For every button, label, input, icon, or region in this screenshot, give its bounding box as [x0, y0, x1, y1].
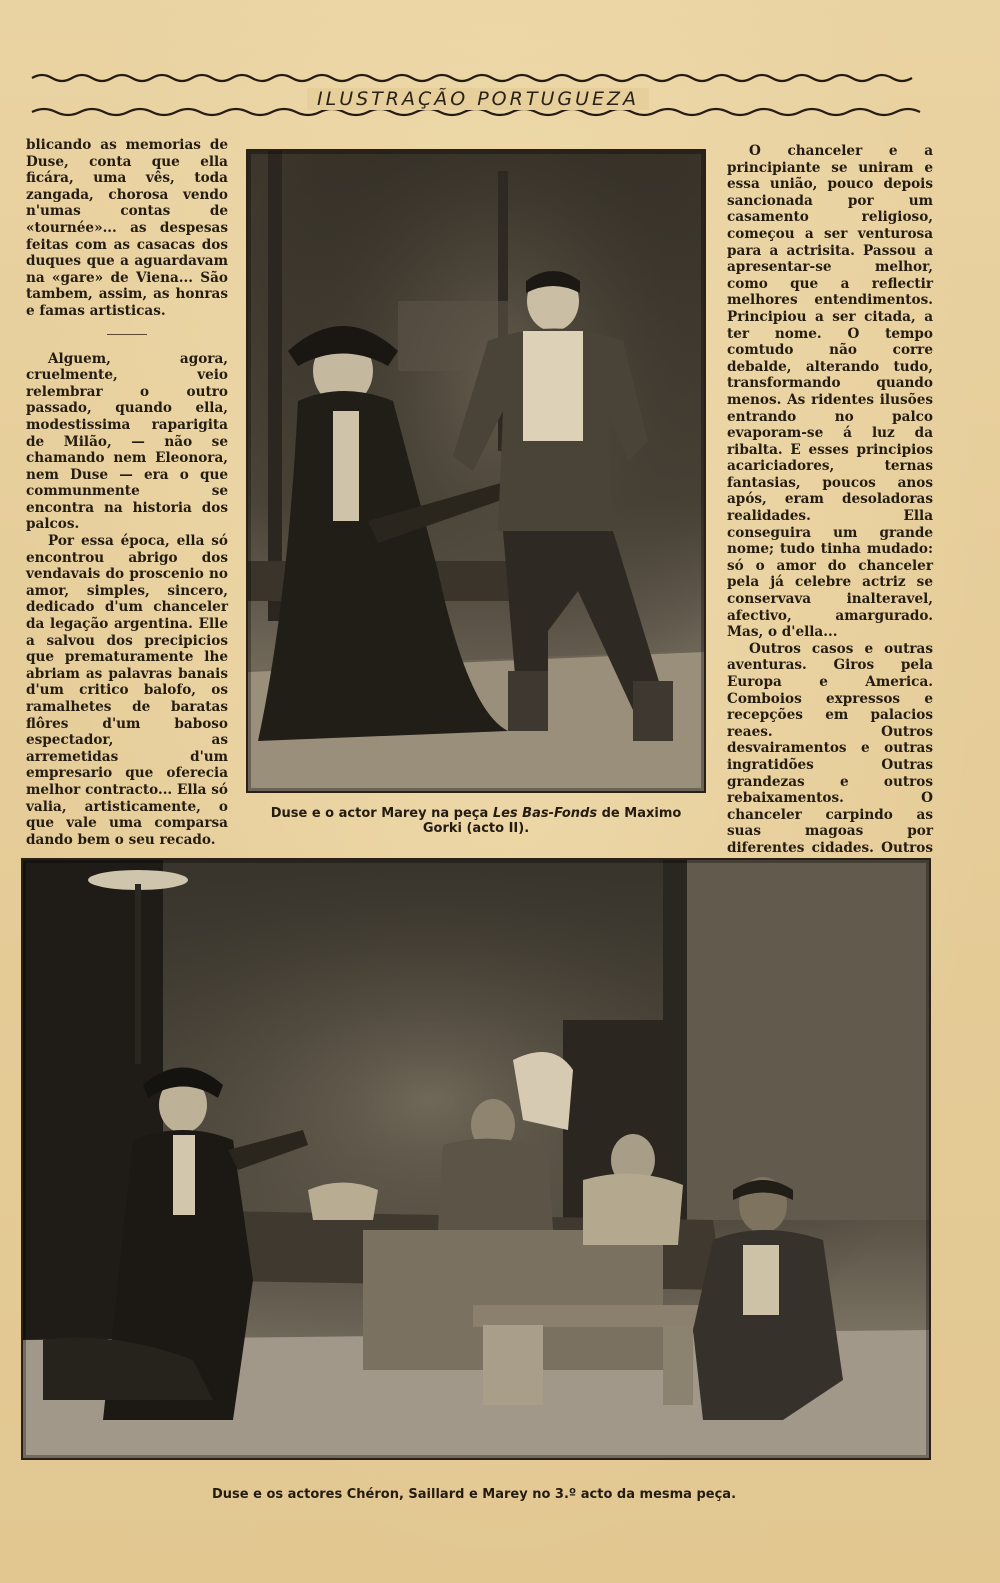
paragraph: Outros casos e outras aventuras. Giros pela Europa e America. Comboios expressos e recepções em palacios reaes. Outros desvairamentos e outras ingratidões Outras grandezas e outros rebaixamentos. O chanceler carpindo as suas magoas por diferentes cidades. Outros	[727, 640, 933, 856]
divider	[107, 334, 147, 335]
photo-duse-and-marey	[246, 149, 706, 793]
right-text-column	[727, 143, 933, 873]
caption-play-title: Les Bas-Fonds	[492, 806, 598, 821]
photo-act-three-scene	[21, 858, 931, 1460]
caption-top-photo	[250, 806, 702, 836]
paragraph: Por essa época, ella só encontrou abrigo dos vendavais do proscenio no amor, simples, sincero, dedicado d'um chanceler da legação argentina. Elle a salvou dos precipicios que prematuramente lhe abriam as palavras banais d'um critico balofo, os ramalhetes de baratas flôres d'um baboso espectador, as arremetidas d'um empresario que oferecia melhor contracto... Ella só valia, artisticamente, o que vale uma comparsa dando bem o seu recado.	[26, 533, 228, 848]
masthead	[28, 60, 928, 130]
paragraph: O chanceler e a principiante se uniram e essa união, pouco depois sancionada por um casamento religioso, começou a ser venturosa para a actrisita. Passou a apresentar-se melhor, como que a reflectir melhores entendimentos. Principiou a ser citada, a ter nome. O tempo comtudo não corre debalde, alterando tudo, transformando quando menos. As ridentes ilusões entrando no palco evaporam-se á luz da ribalta. E esses principios acariciadores, ternas fantasias, poucos anos após, eram desoladoras realidades. Ella conseguira um grande nome; tudo tinha mudado: só o amor do chanceler pela já celebre actriz se conservava inalteravel, afectivo, amargurado. Mas, o d'ella...	[727, 143, 933, 641]
masthead-title: ILUSTRAÇÃO PORTUGUEZA	[28, 88, 928, 110]
paragraph: blicando as memorias de Duse, conta que ella ficára, uma vês, toda zangada, chorosa vendo n'umas contas de «tournée»... as despesas feitas com as casacas dos duques que a aguardavam na «gare» de Viena... São tambem, assim, as honras e famas artisticas.	[26, 137, 228, 319]
paragraph: Alguem, agora, cruelmente, veio relembrar o outro passado, quando ella, modestissima raparigita de Milão, — não se chamando nem Eleonora, nem Duse — era o que communmente se encontra na historia dos palcos.	[26, 350, 228, 533]
caption-text: de Maximo Gorki (acto II).	[422, 806, 682, 836]
caption-bottom-photo: Duse e os actores Chéron, Saillard e Marey no 3.º acto da mesma peça.	[211, 1487, 737, 1502]
caption-text: Duse e o actor Marey na peça	[270, 806, 493, 821]
left-text-column	[26, 137, 228, 848]
